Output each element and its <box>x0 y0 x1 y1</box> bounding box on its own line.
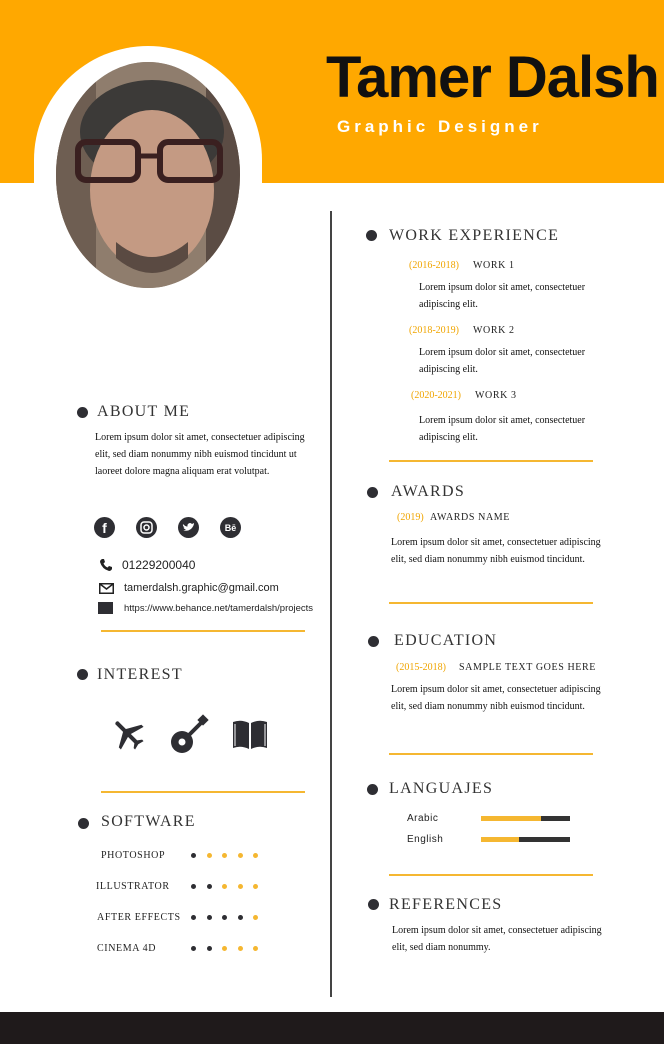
awards-title: AWARDS NAME <box>430 512 510 523</box>
interest-heading: INTEREST <box>97 666 183 683</box>
languages-bullet <box>367 784 378 795</box>
guitar-icon <box>168 714 210 756</box>
work-title: WORK 2 <box>473 325 515 336</box>
person-name: Tamer Dalsh <box>326 45 659 110</box>
awards-bullet <box>367 487 378 498</box>
profile-photo <box>56 62 240 288</box>
twitter-icon[interactable] <box>178 517 199 538</box>
language-name: English <box>407 834 444 845</box>
behance-icon[interactable]: Bē <box>220 517 241 538</box>
skill-dot <box>207 853 212 858</box>
interest-bullet <box>77 669 88 680</box>
book-icon <box>231 718 269 752</box>
work-heading: WORK EXPERIENCE <box>389 227 560 244</box>
skill-dot <box>222 915 227 920</box>
work-years: (2018-2019) <box>409 325 459 336</box>
language-level-bar <box>481 816 570 821</box>
skill-dot <box>253 946 258 951</box>
divider-rule <box>389 753 593 755</box>
contact-phone: 01229200040 <box>122 558 196 572</box>
language-level-fill <box>481 837 519 842</box>
work-bullet <box>366 230 377 241</box>
software-name: CINEMA 4D <box>97 943 157 954</box>
awards-year: (2019) <box>397 512 424 523</box>
divider-rule <box>101 791 305 793</box>
person-role: Graphic Designer <box>337 117 543 136</box>
skill-dot <box>253 853 258 858</box>
work-title: WORK 1 <box>473 260 515 271</box>
divider-rule <box>389 874 593 876</box>
work-line: adipiscing elit. <box>419 364 478 375</box>
awards-line: elit, sed diam nonummy nibh euismod tincidunt. <box>391 554 585 565</box>
references-line: elit, sed diam nonummy. <box>392 942 491 953</box>
work-title: WORK 3 <box>475 390 517 401</box>
airplane-icon <box>110 716 146 752</box>
education-title: SAMPLE TEXT GOES HERE <box>459 662 596 673</box>
work-line: Lorem ipsum dolor sit amet, consectetuer <box>419 347 586 358</box>
work-years: (2016-2018) <box>409 260 459 271</box>
language-level-bar <box>481 837 570 842</box>
work-line: Lorem ipsum dolor sit amet, consectetuer <box>419 282 586 293</box>
divider-rule <box>389 460 593 462</box>
column-divider <box>330 211 332 997</box>
contact-website[interactable]: https://www.behance.net/tamerdalsh/projects <box>124 603 314 614</box>
work-line: adipiscing elit. <box>419 432 478 443</box>
phone-icon <box>99 558 113 572</box>
about-heading: ABOUT ME <box>97 403 191 420</box>
work-description <box>419 412 585 446</box>
references-line: Lorem ipsum dolor sit amet, consectetuer adipiscing <box>392 925 602 936</box>
language-name: Arabic <box>407 813 439 824</box>
work-description <box>419 344 585 378</box>
skill-dot <box>238 884 243 889</box>
education-description <box>391 681 601 715</box>
references-description <box>392 922 602 956</box>
skill-dot <box>253 884 258 889</box>
facebook-icon[interactable]: f <box>94 517 115 538</box>
work-line: adipiscing elit. <box>419 299 478 310</box>
mail-icon <box>99 583 114 594</box>
references-heading: REFERENCES <box>389 896 503 913</box>
divider-rule <box>389 602 593 604</box>
portrait-image <box>56 62 240 288</box>
about-line: laoreet dolore magna aliquam erat volutpat. <box>95 466 270 477</box>
divider-rule <box>101 630 305 632</box>
work-line: Lorem ipsum dolor sit amet, consectetuer <box>419 415 586 426</box>
software-name: ILLUSTRATOR <box>96 881 170 892</box>
software-bullet <box>78 818 89 829</box>
references-bullet <box>368 899 379 910</box>
skill-dot <box>207 915 212 920</box>
skill-dot <box>222 884 227 889</box>
about-bullet <box>77 407 88 418</box>
about-line: Lorem ipsum dolor sit amet, consectetuer adipiscing <box>95 432 305 443</box>
work-years: (2020-2021) <box>411 390 461 401</box>
education-heading: EDUCATION <box>394 632 498 649</box>
education-line: Lorem ipsum dolor sit amet, consectetuer adipiscing <box>391 684 601 695</box>
awards-heading: AWARDS <box>391 483 466 500</box>
about-text <box>95 429 315 480</box>
instagram-icon[interactable] <box>136 517 157 538</box>
skill-dot <box>238 946 243 951</box>
skill-dot <box>222 946 227 951</box>
contact-email[interactable]: tamerdalsh.graphic@gmail.com <box>124 582 279 594</box>
education-years: (2015-2018) <box>396 662 446 673</box>
software-name: AFTER EFFECTS <box>97 912 181 923</box>
skill-dot <box>191 853 196 858</box>
awards-description <box>391 534 601 568</box>
skill-dot <box>191 946 196 951</box>
software-name: PHOTOSHOP <box>101 850 166 861</box>
skill-dot <box>207 884 212 889</box>
education-line: elit, sed diam nonummy nibh euismod tincidunt. <box>391 701 585 712</box>
website-icon <box>98 602 113 614</box>
education-bullet <box>368 636 379 647</box>
about-line: elit, sed diam nonummy nibh euismod tincidunt ut <box>95 449 297 460</box>
skill-dot <box>238 853 243 858</box>
skill-dot <box>238 915 243 920</box>
footer-bar <box>0 1012 664 1044</box>
awards-line: Lorem ipsum dolor sit amet, consectetuer adipiscing <box>391 537 601 548</box>
software-heading: SOFTWARE <box>101 813 196 830</box>
language-level-fill <box>481 816 541 821</box>
work-description <box>419 279 585 313</box>
languages-heading: LANGUAJES <box>389 780 494 797</box>
skill-dot <box>191 884 196 889</box>
skill-dot <box>191 915 196 920</box>
skill-dot <box>253 915 258 920</box>
skill-dot <box>222 853 227 858</box>
skill-dot <box>207 946 212 951</box>
